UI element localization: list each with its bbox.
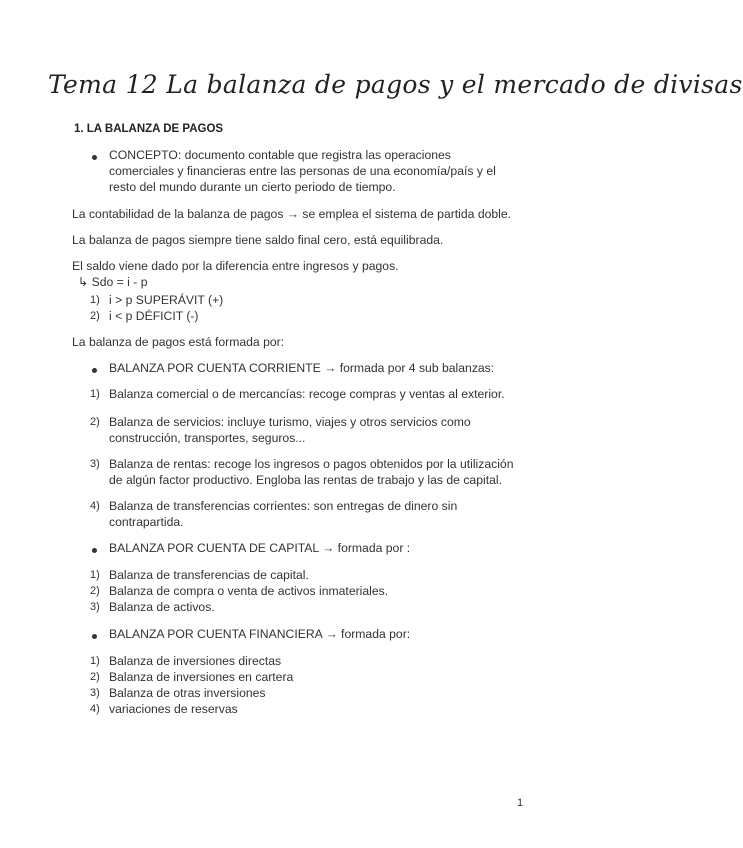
list-number: 4) bbox=[90, 703, 100, 715]
concept-line: CONCEPTO: documento contable que registra las operaciones bbox=[109, 148, 451, 162]
corriente-item: contrapartida. bbox=[109, 515, 184, 529]
bullet-dot bbox=[92, 368, 97, 373]
list-number: 4) bbox=[90, 500, 100, 512]
list-number: 1) bbox=[90, 655, 100, 667]
list-number: 3) bbox=[90, 687, 100, 699]
list-number: 2) bbox=[90, 416, 100, 428]
capital-item: Balanza de transferencias de capital. bbox=[109, 568, 309, 582]
financiera-item: Balanza de inversiones directas bbox=[109, 654, 282, 668]
capital-item: Balanza de activos. bbox=[109, 600, 215, 614]
page-title: Tema 12 La balanza de pagos y el mercado de divisas bbox=[48, 70, 743, 99]
list-number: 3) bbox=[90, 458, 100, 470]
corriente-item: construcción, transportes, seguros... bbox=[109, 431, 306, 445]
page-number: 1 bbox=[517, 797, 524, 809]
paragraph-saldo-diferencia: El saldo viene dado por la diferencia entre ingresos y pagos. bbox=[72, 259, 399, 273]
bullet-dot bbox=[92, 548, 97, 553]
list-number: 2) bbox=[90, 585, 100, 597]
paragraph-contabilidad: La contabilidad de la balanza de pagos → se emplea el sistema de partida doble. bbox=[72, 207, 512, 221]
financiera-item: variaciones de reservas bbox=[109, 702, 238, 716]
financiera-item: Balanza de otras inversiones bbox=[109, 686, 266, 700]
financiera-item: Balanza de inversiones en cartera bbox=[109, 670, 294, 684]
list-number: 2) bbox=[90, 310, 100, 322]
financiera-heading: BALANZA POR CUENTA FINANCIERA → formada por: bbox=[109, 627, 411, 641]
concept-line: resto del mundo durante un cierto periodo de tiempo. bbox=[109, 180, 396, 194]
list-number: 1) bbox=[90, 294, 100, 306]
corriente-item: de algún factor productivo. Engloba las rentas de trabajo y las de capital. bbox=[109, 473, 502, 487]
list-number: 3) bbox=[90, 601, 100, 613]
list-number: 1) bbox=[90, 569, 100, 581]
corriente-item: Balanza de servicios: incluye turismo, viajes y otros servicios como bbox=[109, 415, 471, 429]
corriente-heading: BALANZA POR CUENTA CORRIENTE → formada por 4 sub balanzas: bbox=[109, 361, 495, 375]
list-number: 2) bbox=[90, 671, 100, 683]
saldo-formula: ↳ Sdo = i - p bbox=[78, 275, 148, 289]
paragraph-saldo-cero: La balanza de pagos siempre tiene saldo final cero, está equilibrada. bbox=[72, 233, 444, 247]
bullet-dot bbox=[92, 634, 97, 639]
corriente-item: Balanza comercial o de mercancías: recoge compras y ventas al exterior. bbox=[109, 387, 505, 401]
saldo-case-superavit: i > p SUPERÁVIT (+) bbox=[109, 293, 224, 307]
capital-heading: BALANZA POR CUENTA DE CAPITAL → formada por : bbox=[109, 541, 411, 555]
capital-item: Balanza de compra o venta de activos inmateriales. bbox=[109, 584, 389, 598]
corriente-item: Balanza de transferencias corrientes: son entregas de dinero sin bbox=[109, 499, 458, 513]
bullet-dot bbox=[92, 155, 97, 160]
paragraph-formada: La balanza de pagos está formada por: bbox=[72, 335, 285, 349]
section-heading: 1. LA BALANZA DE PAGOS bbox=[74, 123, 224, 135]
corriente-item: Balanza de rentas: recoge los ingresos o pagos obtenidos por la utilización bbox=[109, 457, 514, 471]
list-number: 1) bbox=[90, 388, 100, 400]
concept-line: comerciales y financieras entre las personas de una economía/país y el bbox=[109, 164, 496, 178]
saldo-case-deficit: i < p DÉFICIT (-) bbox=[109, 309, 199, 323]
